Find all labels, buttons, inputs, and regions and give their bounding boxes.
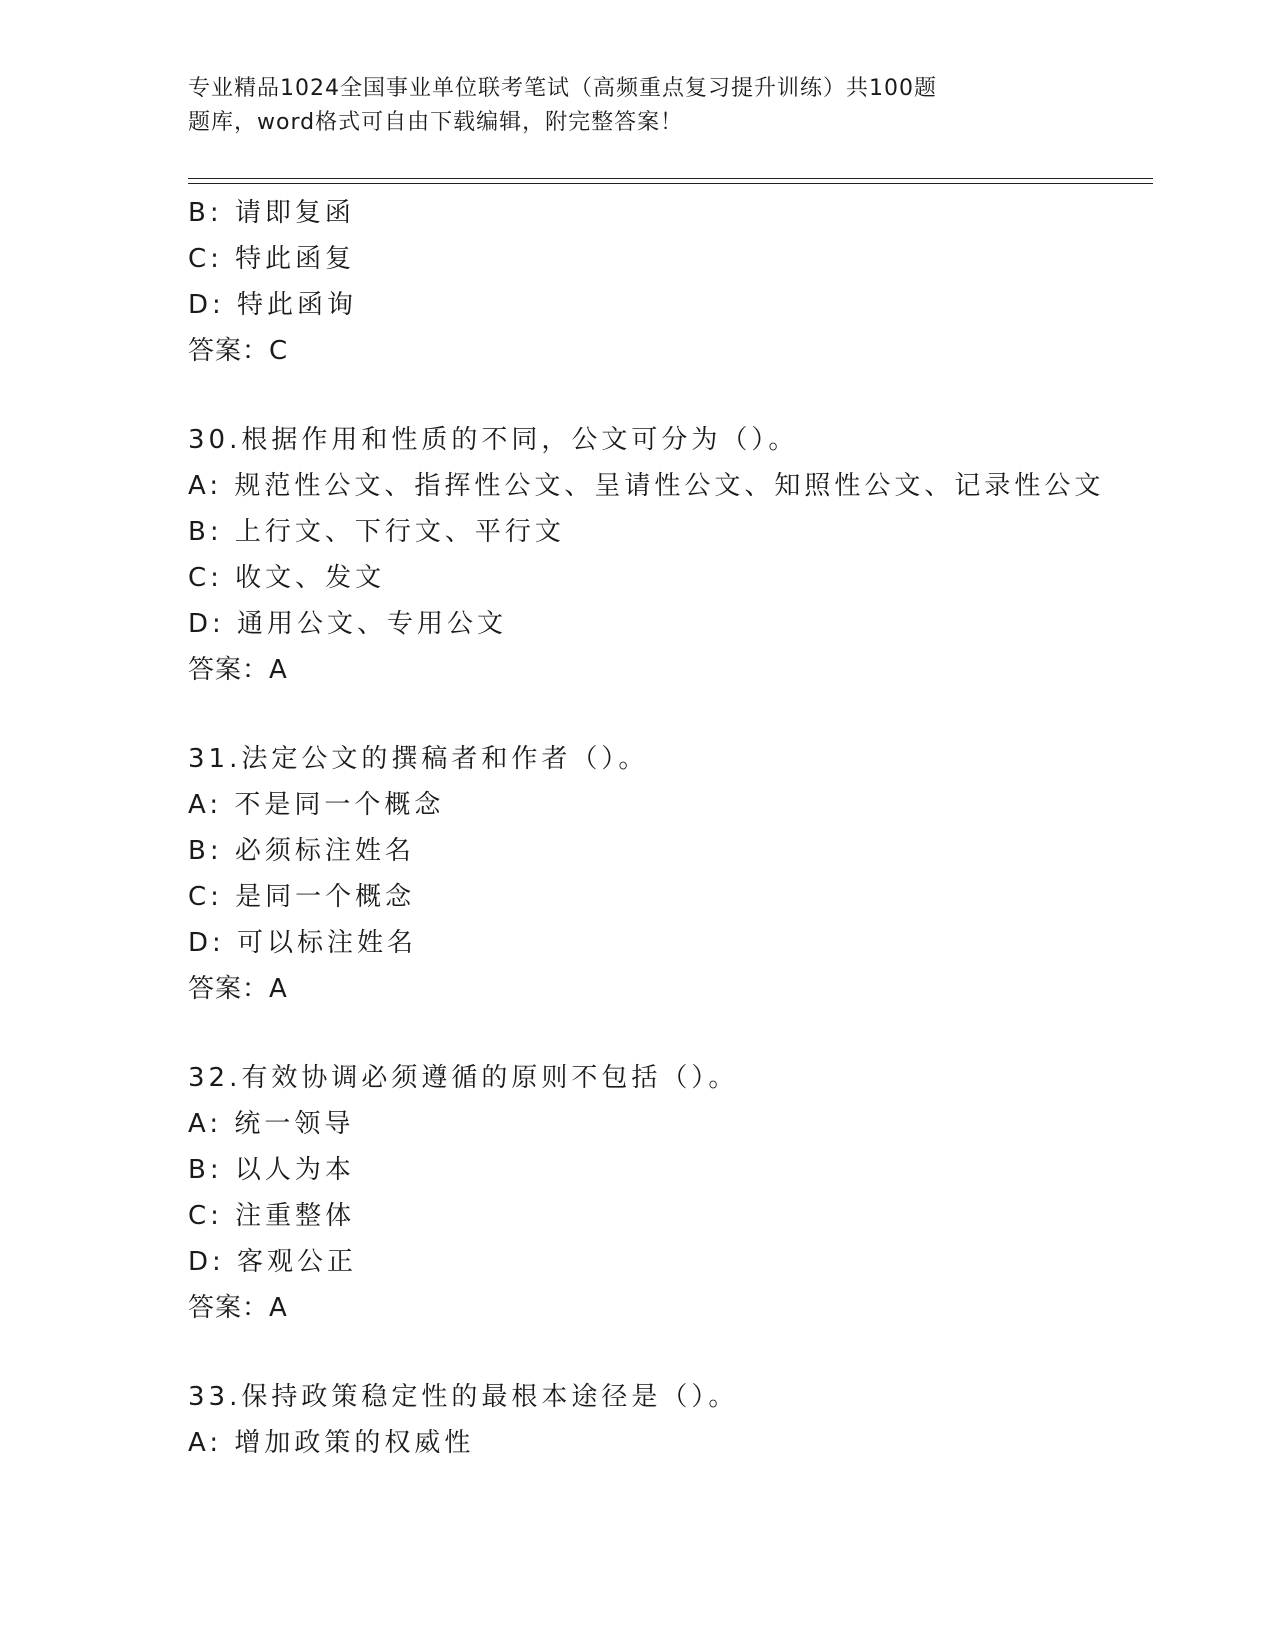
answer-line: 答案：A [188, 1293, 288, 1323]
answer-line: 答案：A [188, 655, 288, 685]
question-stem: 31.法定公文的撰稿者和作者（）。 [188, 744, 649, 774]
option-c: C: 特此函复 [188, 244, 356, 274]
answer-line: 答案：A [188, 974, 288, 1004]
option-b: B: 上行文、下行文、平行文 [188, 517, 565, 547]
block-spacer [188, 693, 1153, 736]
option-d: D: 特此函询 [188, 290, 358, 320]
option-a: A: 不是同一个概念 [188, 790, 445, 820]
option-c: C: 注重整体 [188, 1201, 356, 1231]
option-b: B: 以人为本 [188, 1155, 355, 1185]
question-list [188, 190, 1153, 1466]
question-stem: 33.保持政策稳定性的最根本途径是（）。 [188, 1382, 739, 1412]
block-spacer [188, 1331, 1153, 1374]
option-a: A: 增加政策的权威性 [188, 1428, 475, 1458]
option-d: D: 客观公正 [188, 1247, 358, 1277]
option-a: A: 规范性公文、指挥性公文、呈请性公文、知照性公文、记录性公文 [188, 471, 1105, 501]
header-rule-bottom [188, 183, 1153, 184]
header-line-1: 专业精品1024全国事业单位联考笔试（高频重点复习提升训练）共100题 [188, 76, 937, 101]
option-c: C: 收文、发文 [188, 563, 386, 593]
block-spacer [188, 374, 1153, 417]
question-block [188, 190, 1153, 374]
header-rule-top [188, 178, 1153, 179]
question-block [188, 417, 1153, 693]
question-block [188, 1055, 1153, 1331]
question-block [188, 736, 1153, 1012]
question-block [188, 1374, 1153, 1466]
option-b: B: 必须标注姓名 [188, 836, 415, 866]
option-b: B: 请即复函 [188, 198, 355, 228]
option-d: D: 可以标注姓名 [188, 928, 418, 958]
answer-line: 答案：C [188, 336, 289, 366]
question-stem: 30.根据作用和性质的不同，公文可分为（）。 [188, 425, 799, 455]
question-stem: 32.有效协调必须遵循的原则不包括（）。 [188, 1063, 739, 1093]
option-c: C: 是同一个概念 [188, 882, 416, 912]
option-d: D: 通用公文、专用公文 [188, 609, 508, 639]
option-a: A: 统一领导 [188, 1109, 355, 1139]
block-spacer [188, 1012, 1153, 1055]
header-line-2: 题库，word格式可自由下载编辑，附完整答案！ [188, 110, 684, 135]
document-header [188, 72, 1018, 140]
